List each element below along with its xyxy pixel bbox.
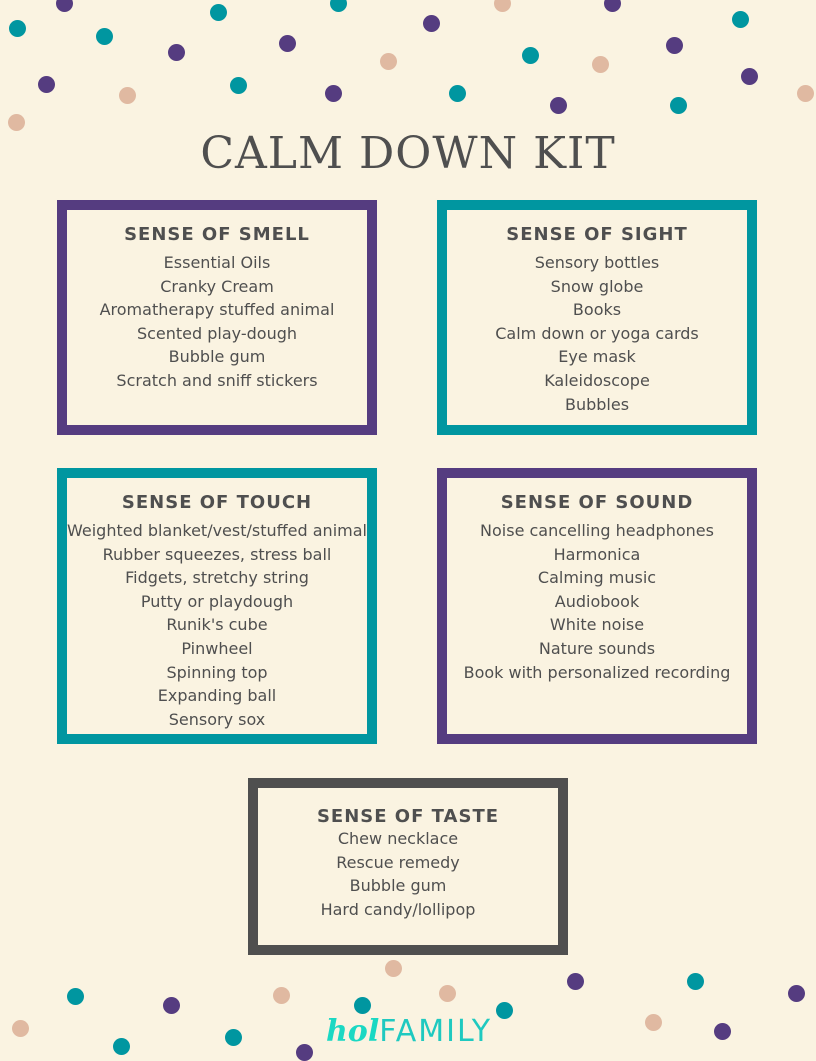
list-item: Sensory sox — [168, 709, 266, 729]
section-smell — [57, 200, 377, 435]
section-taste — [248, 778, 568, 955]
list-item: Bubbles — [564, 394, 630, 414]
logo-word: FAMILY — [379, 1014, 493, 1049]
list-item: Audiobook — [554, 591, 640, 611]
list-item: Essential Oils — [163, 253, 271, 272]
dot — [38, 76, 55, 93]
dot — [163, 997, 180, 1014]
section-heading: SENSE OF TOUCH — [121, 492, 313, 513]
dot — [449, 85, 466, 102]
list-item: Bubble gum — [349, 876, 447, 896]
list-item: Spinning top — [166, 662, 268, 682]
dot — [96, 28, 113, 45]
dot — [273, 987, 290, 1004]
list-item: Bubble gum — [168, 347, 266, 367]
list-item: Book with personalized recording — [463, 662, 731, 682]
list-item: Books — [572, 300, 622, 320]
hol-family-logo — [326, 1014, 492, 1049]
dot — [494, 0, 511, 12]
dot — [687, 973, 704, 990]
list-item: Rubber squeezes, stress ball — [102, 544, 332, 564]
list-item: Calm down or yoga cards — [495, 323, 699, 343]
dot — [714, 1023, 731, 1040]
section-heading: SENSE OF TASTE — [316, 806, 500, 827]
dot — [279, 35, 296, 52]
dot — [354, 997, 371, 1014]
dot — [439, 985, 456, 1002]
dot — [380, 53, 397, 70]
item-list — [67, 519, 367, 731]
dot — [119, 87, 136, 104]
list-item: Snow globe — [550, 276, 644, 296]
dot — [67, 988, 84, 1005]
dot — [230, 77, 247, 94]
dot — [225, 1029, 242, 1046]
section-heading: SENSE OF SOUND — [500, 492, 694, 513]
dot — [666, 37, 683, 54]
list-item: Cranky Cream — [160, 276, 274, 296]
list-item: Runik's cube — [166, 615, 268, 635]
dot — [9, 20, 26, 37]
logo-script: hol — [326, 1014, 380, 1049]
section-sound — [437, 468, 757, 744]
item-list — [238, 827, 558, 921]
item-list — [447, 251, 747, 416]
section-sight — [437, 200, 757, 435]
section-heading: SENSE OF SMELL — [124, 224, 310, 245]
dot — [788, 985, 805, 1002]
list-item: Calming music — [537, 568, 657, 588]
item-list — [447, 519, 747, 684]
list-item: Scratch and sniff stickers — [116, 370, 318, 390]
list-item: Nature sounds — [538, 638, 656, 658]
dot — [113, 1038, 130, 1055]
list-item: White noise — [549, 615, 645, 635]
list-item: Rescue remedy — [336, 852, 460, 872]
dot — [423, 15, 440, 32]
list-item: Eye mask — [558, 347, 636, 367]
list-item: Scented play-dough — [136, 323, 298, 343]
list-item: Noise cancelling headphones — [480, 521, 714, 540]
dot — [56, 0, 73, 12]
list-item: Harmonica — [553, 544, 641, 564]
list-item: Expanding ball — [157, 686, 277, 706]
list-item: Hard candy/lollipop — [320, 899, 476, 919]
dot — [567, 973, 584, 990]
list-item: Kaleidoscope — [544, 370, 650, 390]
list-item: Sensory bottles — [534, 253, 660, 272]
page-title: CALM DOWN KIT — [200, 128, 616, 179]
list-item: Weighted blanket/vest/stuffed animal — [67, 521, 367, 540]
list-item: Putty or playdough — [140, 591, 294, 611]
list-item: Aromatherapy stuffed animal — [99, 300, 335, 320]
dot — [741, 68, 758, 85]
dot — [732, 11, 749, 28]
dot — [210, 4, 227, 21]
list-item: Fidgets, stretchy string — [125, 568, 309, 588]
list-item: Pinwheel — [181, 638, 253, 658]
dot — [168, 44, 185, 61]
item-list — [67, 251, 367, 393]
section-heading: SENSE OF SIGHT — [506, 224, 688, 245]
dot — [385, 960, 402, 977]
dot — [550, 97, 567, 114]
dot — [12, 1020, 29, 1037]
dot — [325, 85, 342, 102]
dot — [645, 1014, 662, 1031]
dot — [296, 1044, 313, 1061]
section-touch — [57, 468, 377, 744]
dot — [604, 0, 621, 12]
dot — [522, 47, 539, 64]
dot — [592, 56, 609, 73]
dot — [797, 85, 814, 102]
dot — [670, 97, 687, 114]
dot — [496, 1002, 513, 1019]
list-item: Chew necklace — [337, 829, 459, 848]
dot — [330, 0, 347, 12]
